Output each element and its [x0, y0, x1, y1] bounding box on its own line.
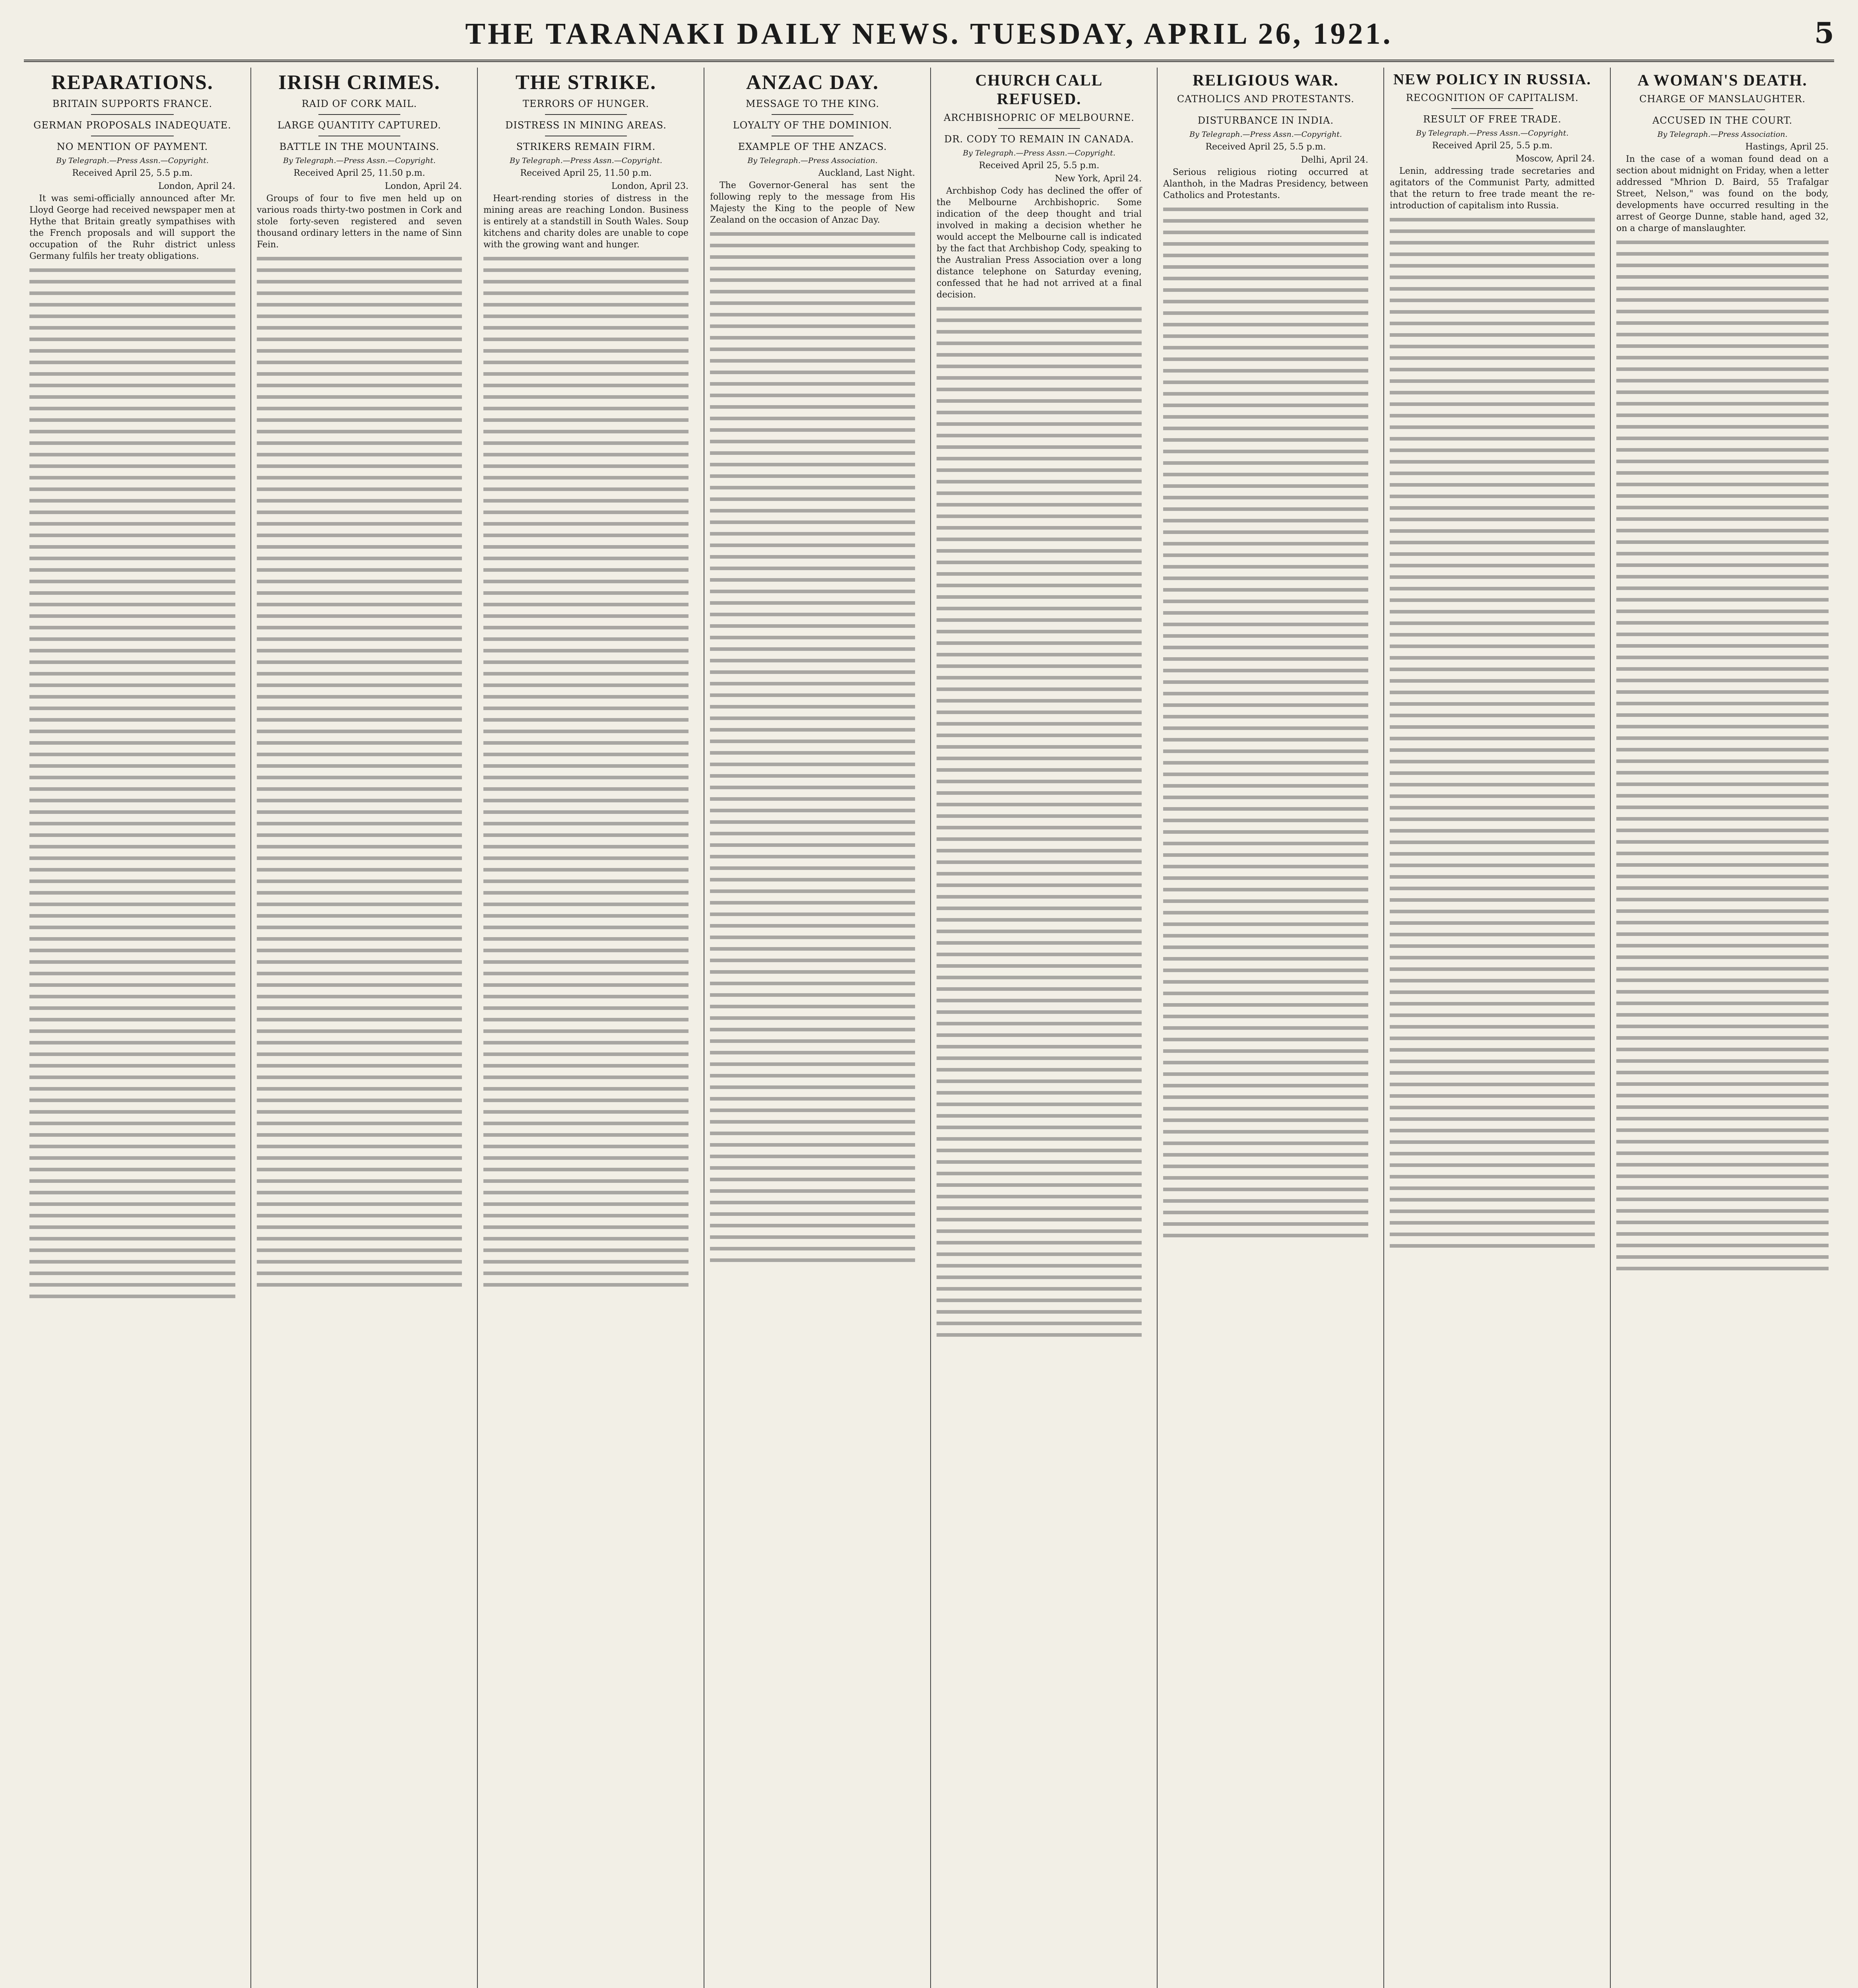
received-line: Received April 25, 5.5 p.m.	[72, 168, 193, 178]
column-headline: RELIGIOUS WAR.	[1193, 71, 1339, 89]
subheading: RECOGNITION OF CAPITALISM.	[1406, 92, 1579, 103]
column-reparations	[24, 68, 241, 1988]
divider	[545, 114, 627, 115]
article-body: Serious religious rioting occurred at Alanthoh, in the Madras Presidency, between Catholics and Protestants.	[1163, 167, 1368, 200]
subheading: BATTLE IN THE MOUNTAINS.	[279, 141, 440, 152]
columns	[24, 68, 1834, 1988]
subheading: STRIKERS REMAIN FIRM.	[516, 141, 656, 152]
subheading: ARCHBISHOPRIC OF MELBOURNE.	[944, 112, 1135, 123]
divider	[772, 114, 853, 115]
divider	[998, 128, 1080, 129]
article-body: Lenin, addressing trade secretaries and agitators of the Communist Party, admitted that the return to free trade meant the re-introduction of capitalism into Russia.	[1390, 166, 1595, 211]
dateline: London, April 24.	[384, 181, 462, 191]
column-headline: CHURCH CALL REFUSED.	[975, 71, 1103, 108]
masthead	[24, 12, 1834, 62]
article-text-lines	[29, 264, 235, 1298]
credit-line: By Telegraph.—Press Assn.—Copyright.	[283, 156, 436, 165]
column-headline: THE STRIKE.	[515, 71, 657, 94]
dateline: New York, April 24.	[1055, 174, 1142, 184]
article-body: Archbishop Cody has declined the offer of the Melbourne Archbishopric. Some indication of the deep thought and trial involved in making a decision whether he would accept the Melbourne call is indicated by the fact that Archbishop Cody, speaking to the Australian Press Association over a long distance telephone on Saturday evening, confessed that he had not arrived at a final decision.	[937, 186, 1142, 300]
subheading: BRITAIN SUPPORTS FRANCE.	[52, 98, 213, 109]
divider	[318, 114, 400, 115]
column-womans-death	[1610, 68, 1834, 1988]
column-irish-crimes	[250, 68, 467, 1988]
divider	[1680, 109, 1765, 110]
article-text-lines	[483, 253, 689, 1287]
subheading: CHARGE OF MANSLAUGHTER.	[1639, 93, 1806, 105]
column-headline: NEW POLICY IN RUSSIA.	[1393, 71, 1592, 88]
credit-line: By Telegraph.—Press Assn.—Copyright.	[963, 149, 1115, 157]
article-body: It was semi-officially announced after Mr. Lloyd George had received newspaper men at Hythe that Britain greatly sympathises with the French proposals and will support the occupation of the Ruhr district unless Germany fulfils her treaty obligations.	[29, 194, 235, 261]
received-line: Received April 25, 11.50 p.m.	[293, 168, 425, 178]
article-text-lines	[710, 228, 915, 1262]
credit-line: By Telegraph.—Press Assn.—Copyright.	[1416, 129, 1569, 138]
subheading: GERMAN PROPOSALS INADEQUATE.	[33, 120, 231, 131]
article-text-lines	[1616, 237, 1829, 1270]
column-anzac-day	[704, 68, 921, 1988]
subheading: DISTRESS IN MINING AREAS.	[505, 120, 667, 131]
column-headline: A WOMAN'S DEATH.	[1637, 71, 1808, 89]
column-strike	[477, 68, 694, 1988]
dateline: Hastings, April 25.	[1745, 142, 1829, 152]
column-new-policy-russia	[1383, 68, 1600, 1988]
column-headline: REPARATIONS.	[51, 71, 213, 94]
subheading: LOYALTY OF THE DOMINION.	[733, 120, 892, 131]
subheading: DR. CODY TO REMAIN IN CANADA.	[944, 134, 1134, 145]
subheading: RAID OF CORK MAIL.	[301, 98, 417, 109]
divider	[1451, 108, 1533, 109]
article-text-lines	[1390, 214, 1595, 1248]
subheading: TERRORS OF HUNGER.	[523, 98, 649, 109]
received-line: Received April 25, 5.5 p.m.	[979, 161, 1100, 171]
subheading: EXAMPLE OF THE ANZACS.	[738, 141, 887, 152]
subheading: MESSAGE TO THE KING.	[746, 98, 879, 109]
divider	[1225, 109, 1307, 110]
credit-line: By Telegraph.—Press Assn.—Copyright.	[1189, 130, 1342, 139]
column-headline: ANZAC DAY.	[746, 71, 879, 94]
column-church-call	[930, 68, 1147, 1988]
credit-line: By Telegraph.—Press Assn.—Copyright.	[56, 156, 209, 165]
column-headline: IRISH CRIMES.	[278, 71, 440, 94]
column-religious-war	[1157, 68, 1374, 1988]
received-line: Received April 25, 11.50 p.m.	[520, 168, 652, 178]
credit-line: By Telegraph.—Press Assn.—Copyright.	[510, 156, 662, 165]
received-line: Received April 25, 5.5 p.m.	[1432, 141, 1553, 151]
page-number: 5	[1814, 16, 1834, 50]
article-body: Groups of four to five men held up on various roads thirty-two postmen in Cork and stole forty-seven registered and seven thousand ordinary letters in the name of Sinn Fein.	[257, 194, 462, 250]
subheading: DISTURBANCE IN INDIA.	[1197, 115, 1334, 126]
article-text-lines	[1163, 204, 1368, 1237]
divider	[91, 114, 173, 115]
dateline: Moscow, April 24.	[1515, 154, 1595, 164]
received-line: Received April 25, 5.5 p.m.	[1205, 142, 1326, 152]
subheading: RESULT OF FREE TRADE.	[1423, 114, 1562, 125]
article-body: Heart-rending stories of distress in the mining areas are reaching London. Business is entirely at a standstill in South Wales. Soup kitchens and charity doles are unable to cope with the growing want and hunger.	[483, 194, 689, 250]
subheading: NO MENTION OF PAYMENT.	[56, 141, 208, 152]
credit-line: By Telegraph.—Press Association.	[1657, 130, 1788, 139]
article-text-lines	[937, 303, 1142, 1337]
credit-line: By Telegraph.—Press Association.	[747, 156, 878, 165]
article-body: The Governor-General has sent the following reply to the message from His Majesty the King to the people of New Zealand on the occasion of Anzac Day.	[710, 181, 915, 225]
article-body: In the case of a woman found dead on a section about midnight on Friday, when a letter addressed "Mhrion D. Baird, 55 Trafalgar Street, Nelson," was found on the body, developments have occurred resulting in the arrest of George Dunne, stable hand, aged 32, on a charge of manslaughter.	[1616, 154, 1829, 233]
subheading: ACCUSED IN THE COURT.	[1652, 115, 1793, 126]
newspaper-title: THE TARANAKI DAILY NEWS. TUESDAY, APRIL 26, 1921.	[465, 17, 1393, 50]
dateline: London, April 23.	[611, 181, 689, 191]
dateline: London, April 24.	[158, 181, 235, 191]
article-text-lines	[257, 253, 462, 1287]
dateline: Auckland, Last Night.	[818, 168, 915, 178]
subheading: CATHOLICS AND PROTESTANTS.	[1177, 93, 1355, 105]
dateline: Delhi, April 24.	[1301, 155, 1368, 165]
subheading: LARGE QUANTITY CAPTURED.	[277, 120, 441, 131]
